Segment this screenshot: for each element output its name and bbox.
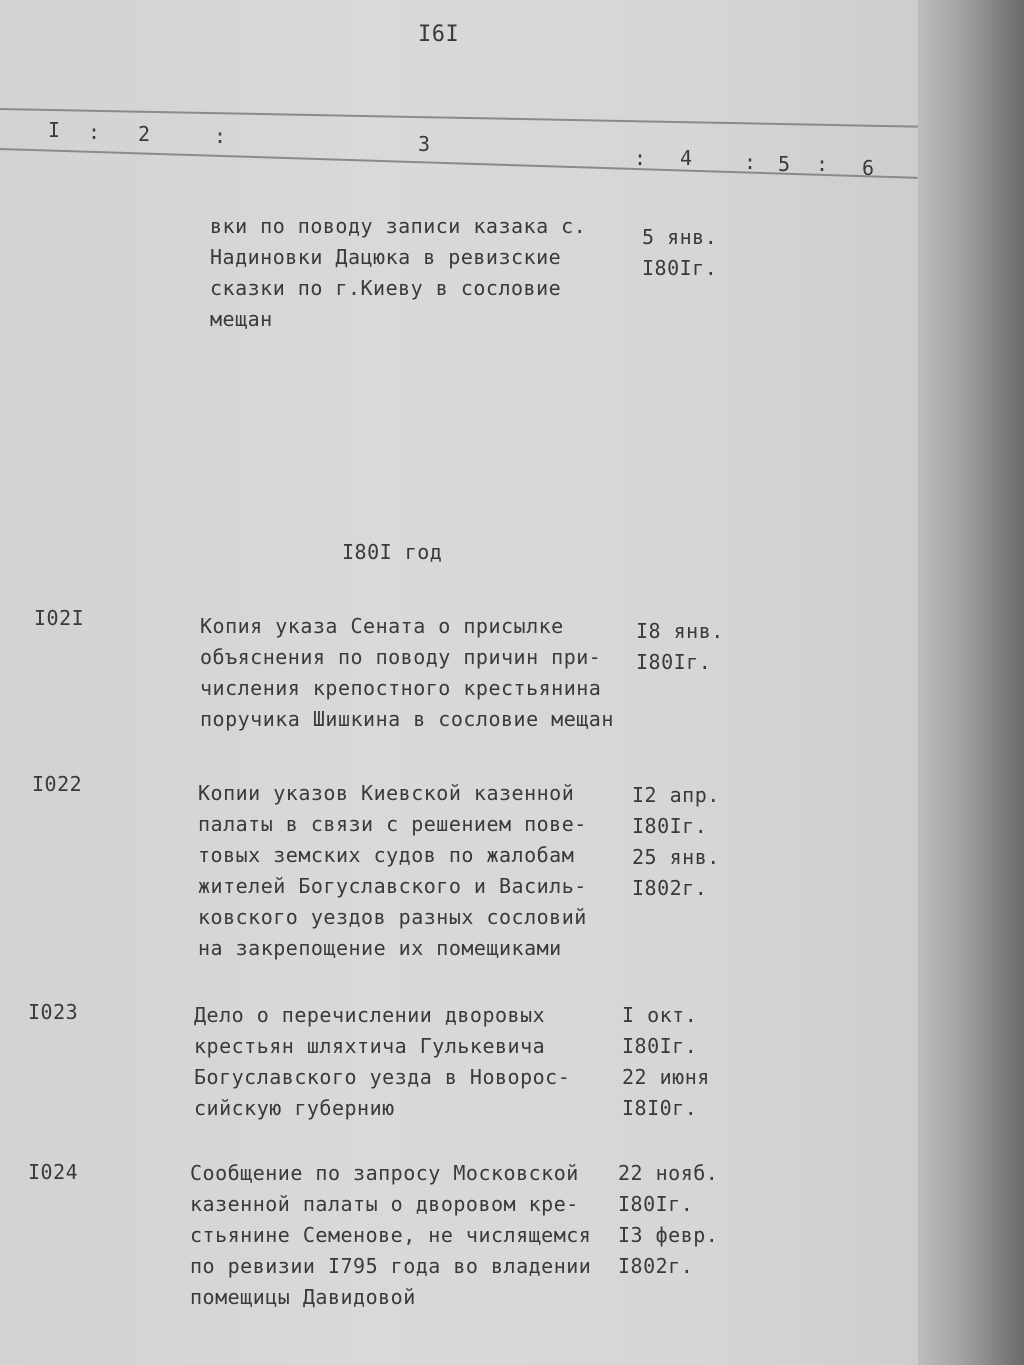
date-line: I2 апр. bbox=[632, 783, 720, 807]
entry-date bbox=[642, 222, 717, 284]
column-label-1: I bbox=[48, 118, 61, 142]
description-line: по ревизии I795 года во владении bbox=[190, 1254, 592, 1278]
entry-date bbox=[632, 780, 720, 904]
description-line: казенной палаты о дворовом кре- bbox=[190, 1192, 579, 1216]
description-line: жителей Богуславского и Василь- bbox=[198, 874, 587, 898]
date-line: 25 янв. bbox=[632, 845, 720, 869]
description-line: Копии указов Киевской казенной bbox=[198, 781, 575, 805]
description-line: товых земских судов по жалобам bbox=[198, 843, 575, 867]
column-separator: : bbox=[214, 124, 227, 148]
column-label-2: 2 bbox=[138, 122, 151, 146]
description-line: мещан bbox=[210, 307, 273, 331]
page-number: I6I bbox=[418, 22, 460, 47]
entry-description bbox=[190, 1158, 591, 1313]
description-line: Богуславского уезда в Новорос- bbox=[194, 1065, 571, 1089]
date-line: 5 янв. bbox=[642, 225, 718, 249]
column-separator: : bbox=[634, 146, 647, 170]
description-line: Надиновки Дацюка в ревизские bbox=[210, 245, 562, 269]
description-line: сказки по г.Киеву в сословие bbox=[210, 276, 562, 300]
description-line: объяснения по поводу причин при- bbox=[200, 645, 602, 669]
entry-number: I02I bbox=[34, 606, 85, 630]
description-line: вки по поводу записи казака с. bbox=[210, 214, 587, 238]
description-line: Сообщение по запросу Московской bbox=[190, 1161, 579, 1185]
date-line: I80Iг. bbox=[642, 256, 718, 280]
entry-date bbox=[618, 1158, 718, 1282]
column-separator: : bbox=[816, 152, 829, 176]
entry-number: I024 bbox=[28, 1160, 79, 1184]
column-separator: : bbox=[88, 120, 101, 144]
description-line: поручика Шишкина в сословие мещан bbox=[200, 707, 614, 731]
description-line: Копия указа Сената о присылке bbox=[200, 614, 564, 638]
column-label-4: 4 bbox=[680, 146, 693, 170]
entry-number: I023 bbox=[28, 1000, 79, 1024]
entry-description bbox=[198, 778, 587, 964]
date-line: I3 февр. bbox=[618, 1223, 719, 1247]
date-line: I8 янв. bbox=[636, 619, 724, 643]
date-line: I802г. bbox=[618, 1254, 694, 1278]
date-line: I802г. bbox=[632, 876, 708, 900]
entry-date bbox=[636, 616, 724, 678]
date-line: 22 нояб. bbox=[618, 1161, 719, 1185]
description-line: крестьян шляхтича Гулькевича bbox=[194, 1034, 546, 1058]
description-line: помещицы Давидовой bbox=[190, 1285, 416, 1309]
column-label-3: 3 bbox=[418, 132, 431, 156]
date-line: I8I0г. bbox=[622, 1096, 698, 1120]
description-line: сийскую губернию bbox=[194, 1096, 395, 1120]
description-line: числения крепостного крестьянина bbox=[200, 676, 602, 700]
date-line: I окт. bbox=[622, 1003, 698, 1027]
entry-description bbox=[194, 1000, 570, 1124]
date-line: I80Iг. bbox=[632, 814, 708, 838]
description-line: стьянине Семенове, не числящемся bbox=[190, 1223, 592, 1247]
entry-date bbox=[622, 1000, 710, 1124]
entry-description bbox=[210, 211, 586, 335]
description-line: ковского уездов разных сословий bbox=[198, 905, 587, 929]
description-line: на закрепощение их помещиками bbox=[198, 936, 562, 960]
column-label-6: 6 bbox=[862, 156, 875, 180]
date-line: I80Iг. bbox=[636, 650, 712, 674]
date-line: I80Iг. bbox=[618, 1192, 694, 1216]
year-heading: I80I год bbox=[342, 540, 443, 564]
description-line: палаты в связи с решением пове- bbox=[198, 812, 587, 836]
entry-description bbox=[200, 611, 614, 735]
column-separator: : bbox=[744, 150, 757, 174]
date-line: I80Iг. bbox=[622, 1034, 698, 1058]
entry-number: I022 bbox=[32, 772, 83, 796]
date-line: 22 июня bbox=[622, 1065, 710, 1089]
description-line: Дело о перечислении дворовых bbox=[194, 1003, 546, 1027]
column-label-5: 5 bbox=[778, 152, 791, 176]
page-edge-shadow bbox=[918, 0, 1024, 1365]
